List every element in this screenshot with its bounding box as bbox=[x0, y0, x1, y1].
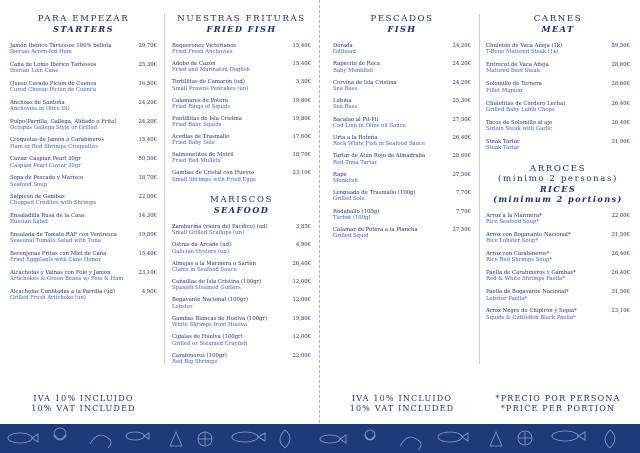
menu-item-price: 4,90€ bbox=[141, 288, 157, 295]
menu-item-price: 24,20€ bbox=[138, 99, 157, 106]
menu-item bbox=[333, 227, 471, 240]
column-divider-1 bbox=[164, 14, 165, 364]
menu-item-price: 15,40€ bbox=[138, 250, 157, 257]
menu-item-name: Tartar de Atún Rojo de Almadraba bbox=[333, 153, 426, 160]
menu-item-name: Cañaillas de Isla Cristina (100gr) bbox=[172, 279, 262, 286]
menu-item-translation: Monkfish bbox=[333, 178, 358, 185]
menu-item-price: 28,60€ bbox=[452, 153, 471, 160]
menu-item-name: Tacos de Solomillo al ajo bbox=[486, 119, 553, 126]
menu-item-translation: Iberian Loin Cane bbox=[10, 68, 59, 75]
menu-item bbox=[333, 43, 471, 56]
menu-item bbox=[333, 190, 471, 203]
fried-title: NUESTRAS FRITURAS bbox=[177, 14, 306, 24]
menu-item-translation: Rock White Fish in Seafood Sauce bbox=[333, 141, 426, 148]
menu-item-name: Ensaladilla Rusa de la Casa bbox=[10, 213, 85, 220]
menu-item-price: 19,80€ bbox=[292, 315, 311, 322]
fish-title: PESCADOS bbox=[370, 14, 434, 24]
menu-item-name: Paella de Carabineros y Gambas* bbox=[486, 270, 576, 277]
menu-item-translation: Grilled Squid bbox=[333, 233, 369, 240]
menu-item-price: 26,40€ bbox=[292, 260, 311, 267]
menu-item-translation: Steak Tartar bbox=[486, 145, 520, 152]
menu-item bbox=[10, 289, 157, 302]
menu-item bbox=[172, 152, 311, 165]
menu-item-name: Alcachofas Confitadas a la Parrilla (ud) bbox=[10, 288, 115, 295]
menu-item-price: 12,00€ bbox=[292, 334, 311, 341]
menu-item bbox=[486, 213, 630, 226]
menu-item bbox=[486, 81, 630, 94]
menu-item-name: Queso Curado Pición de Cuenca bbox=[10, 80, 97, 87]
rices-title: ARROCES bbox=[529, 163, 587, 174]
menu-item bbox=[486, 62, 630, 75]
menu-item-translation: Small Shrimps with Fried Eggs bbox=[172, 176, 256, 183]
menu-item-price: 25,30€ bbox=[138, 61, 157, 68]
menu-item bbox=[172, 297, 311, 310]
fried-list bbox=[172, 43, 311, 183]
seafood-subtitle: SEAFOOD bbox=[213, 204, 270, 215]
menu-item-price: 18,70€ bbox=[138, 175, 157, 182]
starters-title: PARA EMPEZAR bbox=[37, 14, 130, 24]
menu-item bbox=[333, 98, 471, 111]
menu-item-price: 17,60€ bbox=[292, 133, 311, 140]
menu-item-translation: Red & White Shrimps Paella* bbox=[486, 276, 565, 283]
menu-item-price: 27,50€ bbox=[452, 116, 471, 123]
rices-list bbox=[486, 213, 630, 322]
menu-item-name: Steak Tartar bbox=[486, 138, 520, 145]
menu-item-translation: Turbot (100g) bbox=[333, 214, 371, 221]
menu-item-translation: Lobster bbox=[172, 303, 193, 310]
rices-title-min: (mínimo 2 personas) bbox=[498, 173, 618, 184]
menu-item-price: 28,60€ bbox=[611, 81, 630, 88]
menu-item bbox=[172, 224, 311, 237]
menu-item-price: 7,70€ bbox=[455, 190, 471, 197]
menu-item-name: Arroz con Carabineros* bbox=[486, 250, 550, 257]
menu-item-price: 23,10€ bbox=[611, 308, 630, 315]
menu-item bbox=[486, 251, 630, 264]
menu-item bbox=[172, 134, 311, 147]
menu-item-translation: White Shrimps from Huelva bbox=[172, 322, 247, 329]
seafood-pattern-band bbox=[0, 424, 640, 453]
menu-item-name: Rape bbox=[333, 171, 347, 178]
menu-item bbox=[333, 117, 471, 130]
menu-item bbox=[333, 135, 471, 148]
menu-item-name: Boquerones Victorianos bbox=[172, 43, 237, 49]
menu-item-translation: Grilled Baby Lamb Chops bbox=[486, 106, 555, 113]
menu-item-price: 15,40€ bbox=[292, 43, 311, 49]
menu-item-translation: Clams in Seafood Sauce bbox=[172, 266, 237, 273]
menu-item-price: 26,40€ bbox=[611, 100, 630, 107]
seafood-list bbox=[172, 224, 311, 365]
menu-item bbox=[486, 139, 630, 152]
menu-item-translation: Anchovies in Olive Oil bbox=[10, 105, 70, 112]
menu-item-price: 4,90€ bbox=[295, 242, 311, 249]
price-per-portion: *PRICE PER PORTION bbox=[500, 404, 616, 413]
menu-item-translation: Octopus Gallega Style or Grilled bbox=[10, 124, 98, 131]
menu-item-translation: Red Big Shrimps bbox=[172, 358, 218, 365]
menu-item-translation: Fried Fresh Anchovies bbox=[172, 49, 233, 56]
menu-item-name: Puntillitas de Isla Cristina bbox=[172, 115, 242, 122]
menu-item-name: Chuletón de Vaca Añeja (1k) bbox=[486, 43, 563, 49]
menu-item-price: 24,20€ bbox=[452, 43, 471, 49]
menu-item-name: Almejas a la Marinera o Sartén bbox=[172, 260, 256, 267]
meat-list bbox=[486, 43, 630, 152]
menu-item-price: 19,80€ bbox=[292, 115, 311, 122]
menu-item bbox=[10, 175, 157, 188]
menu-item-translation: Chopped Crudités with Shrimps bbox=[10, 200, 97, 207]
menu-item-translation: Caspian Pearl Caviar 30gr bbox=[10, 162, 81, 169]
meat-subtitle: MEAT bbox=[541, 24, 575, 34]
menu-item-price: 25,30€ bbox=[452, 98, 471, 105]
menu-item bbox=[10, 213, 157, 226]
seafood-pattern-icon bbox=[0, 424, 640, 453]
menu-item-name: Calamares de Potera bbox=[172, 97, 229, 104]
menu-item-name: Gambas de Cristal con Huevos bbox=[172, 170, 255, 177]
menu-item-name: Urta a la Roteña bbox=[333, 134, 378, 141]
menu-item-translation: Squids & Cuttlefish Black Paella* bbox=[486, 314, 576, 321]
menu-item-name: Lenguado de Trasmallo (100g) bbox=[333, 190, 416, 197]
rices-footer bbox=[486, 394, 630, 414]
menu-item-translation: Rice Seafood Soup* bbox=[486, 218, 540, 225]
menu-item bbox=[172, 316, 311, 329]
menu-item-name: Salmonetitos de Motril bbox=[172, 152, 234, 159]
menu-item bbox=[10, 194, 157, 207]
menu-item-name: Bacalao al Pil-Pil bbox=[333, 116, 379, 123]
column-divider-2 bbox=[479, 14, 480, 364]
menu-item-name: Zamburiña (vieira del Pacífico) (ud) bbox=[172, 223, 268, 230]
menu-item-price: 26,40€ bbox=[611, 119, 630, 126]
vat-included-en: 10% VAT INCLUDED bbox=[31, 404, 136, 413]
menu-item-name: Solomillo de Ternera bbox=[486, 81, 542, 88]
starters-footer bbox=[10, 394, 157, 414]
menu-item bbox=[486, 308, 630, 321]
menu-item bbox=[172, 79, 311, 92]
menu-item-name: Bogavante Nacional (100gr) bbox=[172, 297, 248, 304]
menu-item bbox=[333, 172, 471, 185]
menu-item-price: 31,50€ bbox=[611, 289, 630, 296]
menu-item-name: Gambas Blancas de Huelva (100gr) bbox=[172, 315, 268, 322]
menu-item-name: Jamón Ibérico Tartessos 100% bellota bbox=[10, 43, 112, 49]
menu-item-price: 31,90€ bbox=[611, 138, 630, 145]
menu-item bbox=[172, 279, 311, 292]
menu-item-price: 24,20€ bbox=[452, 61, 471, 68]
menu-item-translation: Fried Eggplants with Cane Honey bbox=[10, 257, 102, 264]
menu-item bbox=[486, 43, 630, 56]
menu-item-translation: Spanish Steamed Gutters bbox=[172, 285, 241, 292]
menu-item-price: 22,00€ bbox=[611, 212, 630, 219]
menu-item bbox=[486, 270, 630, 283]
menu-item-translation: Grilled or Steamed Crayfish bbox=[172, 340, 248, 347]
menu-item-price: 19,80€ bbox=[292, 97, 311, 104]
menu-item-price: 12,00€ bbox=[292, 279, 311, 286]
menu-item-name: Rodaballo (100g) bbox=[333, 208, 380, 215]
menu-item-name: Entrecot de Vaca Añeja bbox=[486, 62, 549, 69]
menu-item-name: Dorada bbox=[333, 43, 353, 49]
vat-included-es: IVA 10% INCLUIDO bbox=[33, 394, 134, 403]
menu-item-translation: Small Grilled Scallops (un) bbox=[172, 230, 245, 237]
menu-item-price: 7,70€ bbox=[455, 208, 471, 215]
menu-item-translation: Seasonal Tomato Salad with Tuna bbox=[10, 238, 101, 245]
menu-item-price: 24,20€ bbox=[452, 79, 471, 86]
menu-item-name: Arroz Negro de Chipirón y Sepia* bbox=[486, 308, 577, 315]
menu-item-name: Sopa de Pescado y Marisco bbox=[10, 175, 84, 182]
menu-item-name: Berenjenas Fritas con Miel de Caña bbox=[10, 250, 107, 257]
menu-item-translation: Grilled Sole bbox=[333, 196, 365, 203]
menu-item-name: Caña de Lomo Ibérico Tartessos bbox=[10, 61, 97, 68]
menu-item-translation: Cod Loin in Olive oil Sauce bbox=[333, 122, 406, 129]
menu-item bbox=[10, 156, 157, 169]
menu-item-translation: Red Tuna Tartar bbox=[333, 159, 378, 166]
menu-item-price: 22,00€ bbox=[292, 352, 311, 359]
page-fold bbox=[319, 0, 320, 453]
menu-item-name: Tortillitas de Camarón (ud) bbox=[172, 79, 245, 86]
menu-item-price: 15,40€ bbox=[292, 61, 311, 68]
starters-list bbox=[10, 43, 157, 301]
menu-item-name: Arroz a la Marinera* bbox=[486, 212, 542, 219]
menu-item-translation: Sirloin Steak with Garlic bbox=[486, 126, 553, 133]
menu-item-translation: Gilthead bbox=[333, 49, 356, 56]
menu-item-price: 26,40€ bbox=[452, 134, 471, 141]
menu-item-name: Adobo de Cazón bbox=[172, 61, 216, 68]
rices-subtitle-min: (minimum 2 portions) bbox=[493, 193, 623, 204]
seafood-title: MARISCOS bbox=[209, 194, 274, 205]
menu-item bbox=[333, 209, 471, 222]
menu-item-price: 27,50€ bbox=[452, 226, 471, 233]
menu-item bbox=[172, 242, 311, 255]
starters-subtitle: STARTERS bbox=[53, 24, 114, 34]
menu-item bbox=[172, 43, 311, 56]
menu-item bbox=[486, 289, 630, 302]
menu-item-name: Lubina bbox=[333, 98, 352, 105]
menu-item bbox=[172, 98, 311, 111]
menu-item-name: Cigalas de Huelva (100gr) bbox=[172, 334, 243, 341]
menu-item-translation: Iberian Acorn-fed Ham bbox=[10, 49, 72, 56]
menu-item-translation: Fillet Mignon bbox=[486, 87, 523, 94]
menu-item bbox=[172, 170, 311, 183]
menu-item bbox=[172, 116, 311, 129]
menu-item bbox=[172, 334, 311, 347]
menu-item-name: Calamar de Potera a la Plancha bbox=[333, 226, 418, 233]
meat-title: CARNES bbox=[533, 14, 583, 24]
menu-item-price: 15,40€ bbox=[138, 137, 157, 144]
menu-item-name: Caviar Caspian Pearl 30gr bbox=[10, 156, 81, 163]
menu-item bbox=[486, 232, 630, 245]
menu-item-name: Arroz con Bogavante Nacional* bbox=[486, 231, 571, 238]
menu-item-price: 59,50€ bbox=[611, 43, 630, 49]
menu-item bbox=[10, 81, 157, 94]
menu-item bbox=[333, 153, 471, 166]
fish-vat-es: IVA 10% INCLUIDO bbox=[351, 394, 453, 403]
menu-item-name: Alcachofas y Vainas con Foie y Jamón bbox=[10, 269, 111, 276]
menu-item bbox=[10, 270, 157, 283]
menu-item-translation: Artichokes & Green Beans w/ Foie & Ham bbox=[10, 275, 124, 282]
menu-item-price: 22,00€ bbox=[138, 194, 157, 201]
menu-item bbox=[172, 61, 311, 74]
menu-item-translation: Matured Beef Steak bbox=[486, 68, 540, 75]
menu-item bbox=[172, 353, 311, 366]
menu-item bbox=[333, 80, 471, 93]
fish-vat-en: 10% VAT INCLUDED bbox=[349, 404, 455, 413]
menu-item-translation: Rice Lobster Soup* bbox=[486, 238, 539, 245]
menu-item-price: 18,70€ bbox=[292, 152, 311, 159]
menu-item-price: 29,70€ bbox=[138, 43, 157, 49]
menu-item-translation: Russian Salad bbox=[10, 219, 48, 226]
menu-item-translation: Rice Red Shrimps Soup* bbox=[486, 257, 553, 264]
menu-item-translation: Fried and Marinated Dogfish bbox=[172, 67, 250, 74]
menu-item bbox=[10, 100, 157, 113]
fish-list bbox=[333, 43, 471, 240]
menu-item-translation: T-Bone Matured Steak (1k) bbox=[486, 49, 559, 56]
menu-item bbox=[10, 119, 157, 132]
menu-item bbox=[10, 62, 157, 75]
menu-item-price: 27,50€ bbox=[452, 171, 471, 178]
menu-item bbox=[10, 137, 157, 150]
menu-item-price: 3,85€ bbox=[295, 223, 311, 230]
menu-item-translation: Seafood Soup bbox=[10, 181, 47, 188]
menu-item bbox=[10, 43, 157, 56]
menu-item-price: 12,00€ bbox=[292, 297, 311, 304]
menu-item-price: 24,20€ bbox=[138, 118, 157, 125]
menu-item-name: Paella de Bogavante Nacional* bbox=[486, 289, 569, 296]
menu-item-price: 14,30€ bbox=[138, 213, 157, 220]
rices-subtitle: RICES bbox=[539, 183, 577, 194]
menu-item-name: Corvina de Isla Cristina bbox=[333, 79, 397, 86]
menu-item-price: 19,80€ bbox=[138, 231, 157, 238]
fish-column bbox=[333, 8, 471, 418]
menu-item-translation: Fried Baby Squids bbox=[172, 122, 222, 129]
menu-item bbox=[486, 120, 630, 133]
menu-item-name: Acedías de Trasmallo bbox=[172, 133, 230, 140]
menu-item-translation: Grilled Fresh Artichoke (un) bbox=[10, 294, 86, 301]
menu-item-price: 28,60€ bbox=[611, 62, 630, 69]
menu-item-price: 16,50€ bbox=[138, 80, 157, 87]
menu-item-price: 26,40€ bbox=[611, 270, 630, 277]
menu-item bbox=[10, 251, 157, 264]
fried-column bbox=[172, 8, 311, 418]
menu-item-price: 3,30€ bbox=[295, 79, 311, 86]
menu-item-price: 26,40€ bbox=[611, 250, 630, 257]
menu-item-name: Chuletitas de Cordero Lechal bbox=[486, 100, 566, 107]
menu-item bbox=[10, 232, 157, 245]
price-per-person: *PRECIO POR PERSONA bbox=[495, 394, 621, 403]
menu-item-translation: Ham or Red Shrimps Croquettes bbox=[10, 143, 98, 150]
menu-item-translation: Lobster Paella* bbox=[486, 295, 528, 302]
menu-item-translation: Small Prawns Pancakes (un) bbox=[172, 85, 249, 92]
menu-item-translation: Sea Bass bbox=[333, 104, 358, 111]
menu-item-translation: Fried Red Mullets bbox=[172, 158, 221, 165]
menu-item bbox=[333, 61, 471, 74]
menu-item-translation: Fried Rings of Squids bbox=[172, 103, 231, 110]
menu-item-translation: Sea Bass bbox=[333, 86, 358, 93]
fish-footer bbox=[333, 394, 471, 414]
menu-item-name: Ostras de Arcade (ud) bbox=[172, 242, 232, 249]
menu-item-name: Rapecito de Roca bbox=[333, 61, 380, 68]
menu-item-name: Anchoas de Santoña bbox=[10, 99, 65, 106]
menu-item-name: Salpicón de Gambas bbox=[10, 194, 65, 201]
menu-item-price: 59,50€ bbox=[138, 156, 157, 163]
menu-item-translation: Baby Monkfish bbox=[333, 67, 374, 74]
menu-item-name: Ensalada de Tomate RAF con Ventresca bbox=[10, 231, 117, 238]
fried-subtitle: FRIED FISH bbox=[206, 24, 277, 34]
menu-item-price: 31,50€ bbox=[611, 231, 630, 238]
starters-column bbox=[10, 8, 157, 418]
menu-item bbox=[486, 101, 630, 114]
fish-subtitle: FISH bbox=[387, 24, 417, 34]
menu-item-price: 23,10€ bbox=[292, 170, 311, 177]
menu-item-price: 23,10€ bbox=[138, 269, 157, 276]
menu-item bbox=[172, 261, 311, 274]
menu-item-translation: Galician Oysters (un) bbox=[172, 248, 229, 255]
meat-column bbox=[486, 8, 630, 418]
menu-item-name: Croquetas de Jamón o Carabineros bbox=[10, 137, 105, 144]
menu-item-name: Pulpo(Parrilla, Gallega, Aliñado o Frito) bbox=[10, 118, 117, 125]
menu-item-translation: Fried Baby Sole bbox=[172, 140, 215, 147]
menu-item-translation: Cured Cheese Pición de Cuenca bbox=[10, 87, 97, 94]
menu-item-name: Carabineros (100gr) bbox=[172, 352, 227, 359]
